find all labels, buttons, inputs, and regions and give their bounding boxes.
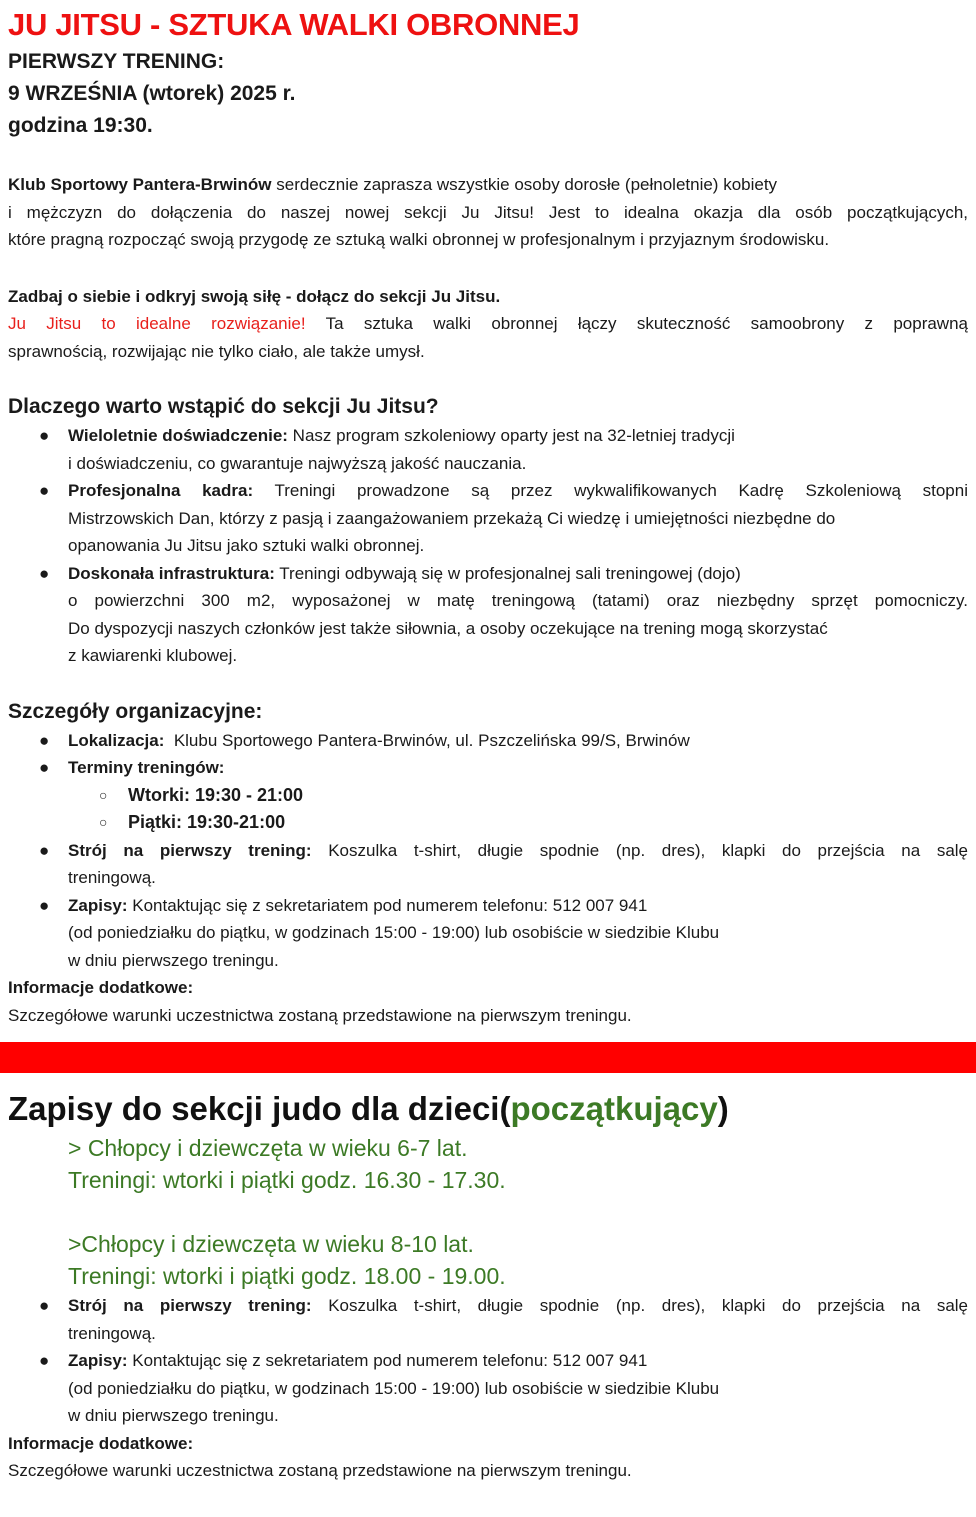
list-item bbox=[8, 560, 968, 670]
circle-bullet-icon: ○ bbox=[99, 814, 108, 830]
first-training-time: godzina 19:30. bbox=[8, 114, 153, 137]
judo-title bbox=[0, 1086, 976, 1132]
signup-label: Zapisy: bbox=[68, 895, 128, 915]
callout-red-text: Ju Jitsu to idealne rozwiązanie! bbox=[8, 314, 306, 333]
why-heading: Dlaczego warto wstąpić do sekcji Ju Jitsu? bbox=[8, 395, 439, 418]
outfit-label: Strój na pierwszy trening: bbox=[68, 840, 312, 860]
list-item bbox=[8, 727, 968, 755]
terms-list bbox=[68, 782, 968, 837]
bullet-icon: ● bbox=[39, 730, 50, 750]
signup-text: Kontaktując się z sekretariatem pod numerem telefonu: 512 007 941 bbox=[127, 895, 648, 915]
judo-section bbox=[0, 1086, 976, 1485]
judo-group-1 bbox=[0, 1132, 976, 1196]
item-label: Wieloletnie doświadczenie: bbox=[68, 426, 288, 445]
callout-paragraph bbox=[8, 283, 968, 366]
item-text: Do dyspozycji naszych członków jest także siłownia, a osoby oczekujące na trening mogą skorzystać bbox=[68, 618, 828, 638]
signup-text: w dniu pierwszego treningu. bbox=[68, 950, 279, 970]
item-text: Treningi odbywają się w profesjonalnej sali treningowej (dojo) bbox=[274, 563, 741, 583]
judo-title-prefix: Zapisy do sekcji judo dla dzieci( bbox=[8, 1090, 511, 1127]
signup-text: w dniu pierwszego treningu. bbox=[68, 1406, 279, 1425]
list-item bbox=[8, 477, 968, 560]
bullet-icon: ● bbox=[39, 840, 50, 860]
org-list bbox=[8, 727, 968, 975]
outfit-text: treningową. bbox=[68, 868, 156, 887]
group-schedule: Treningi: wtorki i piątki godz. 18.00 - 19.00. bbox=[68, 1263, 506, 1289]
info-heading: Informacje dodatkowe: bbox=[8, 978, 194, 997]
term-text: Piątki: 19:30-21:00 bbox=[128, 812, 286, 832]
outfit-label: Strój na pierwszy trening: bbox=[68, 1296, 312, 1315]
callout-heading: Zadbaj o siebie i odkryj swoją siłę - dołącz do sekcji Ju Jitsu. bbox=[8, 286, 501, 306]
location-text: Klubu Sportowego Pantera-Brwinów, ul. Pszczelińska 99/S, Brwinów bbox=[164, 730, 690, 750]
intro-line-1: serdecznie zaprasza wszystkie osoby dorosłe (pełnoletnie) kobiety bbox=[271, 175, 778, 194]
judo-group-2 bbox=[0, 1228, 976, 1292]
callout-line-1 bbox=[8, 310, 968, 338]
outfit-text: treningową. bbox=[68, 1323, 156, 1343]
org-heading: Szczegóły organizacyjne: bbox=[8, 699, 263, 723]
item-label: Profesjonalna kadra: bbox=[68, 481, 254, 500]
outfit-text: Koszulka t-shirt, długie spodnie (np. dres), klapki do przejścia na salę bbox=[311, 1296, 969, 1315]
judo-title-level: początkujący bbox=[510, 1090, 718, 1127]
outfit-text: Koszulka t-shirt, długie spodnie (np. dres), klapki do przejścia na salę bbox=[311, 840, 969, 860]
club-name: Klub Sportowy Pantera-Brwinów bbox=[8, 175, 272, 194]
bullet-icon: ● bbox=[39, 563, 50, 583]
item-text: Treningi prowadzone są przez wykwalifikowanych Kadrę Szkoleniową stopni bbox=[253, 481, 968, 500]
item-text: z kawiarenki klubowej. bbox=[68, 646, 238, 665]
list-item bbox=[8, 782, 968, 810]
item-text: Nasz program szkoleniowy oparty jest na 32-letniej tradycji bbox=[287, 426, 735, 445]
group-schedule: Treningi: wtorki i piątki godz. 16.30 - 17.30. bbox=[68, 1167, 506, 1193]
list-item bbox=[8, 754, 968, 837]
item-text: o powierzchni 300 m2, wyposażonej w matę treningową (tatami) oraz niezbędny sprzęt pomocniczy. bbox=[68, 591, 968, 610]
terms-label: Terminy treningów: bbox=[68, 758, 225, 777]
list-item bbox=[8, 837, 968, 892]
judo-list bbox=[8, 1292, 968, 1430]
judo-title-suffix: ) bbox=[717, 1090, 729, 1127]
first-training-info bbox=[8, 46, 968, 142]
why-list bbox=[8, 422, 968, 670]
callout-rest-1: Ta sztuka walki obronnej łączy skuteczność samoobrony z poprawną bbox=[305, 314, 968, 333]
list-item bbox=[8, 809, 968, 837]
section-divider-bar bbox=[0, 1042, 976, 1073]
signup-text: (od poniedziałku do piątku, w godzinach 15:00 - 19:00) lub osobiście w siedzibie Klubu bbox=[68, 923, 720, 942]
signup-text: Kontaktując się z sekretariatem pod numerem telefonu: 512 007 941 bbox=[127, 1351, 648, 1370]
item-text: opanowania Ju Jitsu jako sztuki walki obronnej. bbox=[68, 536, 425, 555]
first-training-date: 9 WRZEŚNIA (wtorek) 2025 r. bbox=[8, 82, 296, 105]
bullet-icon: ● bbox=[39, 895, 50, 915]
intro-line-2: i mężczyzn do dołączenia do naszej nowej sekcji Ju Jitsu! Jest to idealna okazja dla osób początkujących, bbox=[8, 202, 968, 222]
bullet-icon: ● bbox=[39, 1351, 50, 1370]
bullet-icon: ● bbox=[39, 1296, 50, 1315]
intro-line-3: które pragną rozpocząć swoją przygodę ze sztuką walki obronnej w profesjonalnym i przyjaznym środowisku. bbox=[8, 230, 830, 249]
info-text: Szczegółowe warunki uczestnictwa zostaną przedstawione na pierwszym treningu. bbox=[8, 1005, 632, 1025]
item-text: Mistrzowskich Dan, którzy z pasją i zaangażowaniem przekażą Ci wiedzę i umiejętności niezbędne do bbox=[68, 508, 836, 528]
list-item bbox=[8, 1292, 968, 1347]
first-training-label: PIERWSZY TRENING: bbox=[8, 50, 225, 73]
list-item bbox=[8, 422, 968, 477]
intro-paragraph bbox=[8, 171, 968, 254]
term-text: Wtorki: 19:30 - 21:00 bbox=[128, 784, 304, 805]
list-item bbox=[8, 892, 968, 975]
bullet-icon: ● bbox=[39, 481, 50, 500]
location-label: Lokalizacja: bbox=[68, 730, 165, 750]
bullet-icon: ● bbox=[39, 758, 50, 777]
bullet-icon: ● bbox=[39, 426, 50, 445]
item-text: i doświadczeniu, co gwarantuje najwyższą jakość nauczania. bbox=[68, 453, 527, 473]
callout-line-2: sprawnością, rozwijając nie tylko ciało, ale także umysł. bbox=[8, 341, 425, 361]
signup-text: (od poniedziałku do piątku, w godzinach 15:00 - 19:00) lub osobiście w siedzibie Klubu bbox=[68, 1378, 720, 1398]
ju-jitsu-title: JU JITSU - SZTUKA WALKI OBRONNEJ bbox=[8, 7, 580, 42]
group-age: >Chłopcy i dziewczęta w wieku 8-10 lat. bbox=[68, 1231, 474, 1257]
info-text: Szczegółowe warunki uczestnictwa zostaną przedstawione na pierwszym treningu. bbox=[8, 1461, 632, 1480]
item-label: Doskonała infrastruktura: bbox=[68, 563, 275, 583]
list-item bbox=[8, 1347, 968, 1430]
info-heading: Informacje dodatkowe: bbox=[8, 1433, 194, 1453]
circle-bullet-icon: ○ bbox=[99, 786, 108, 803]
group-age: > Chłopcy i dziewczęta w wieku 6-7 lat. bbox=[68, 1135, 468, 1161]
signup-label: Zapisy: bbox=[68, 1351, 128, 1370]
